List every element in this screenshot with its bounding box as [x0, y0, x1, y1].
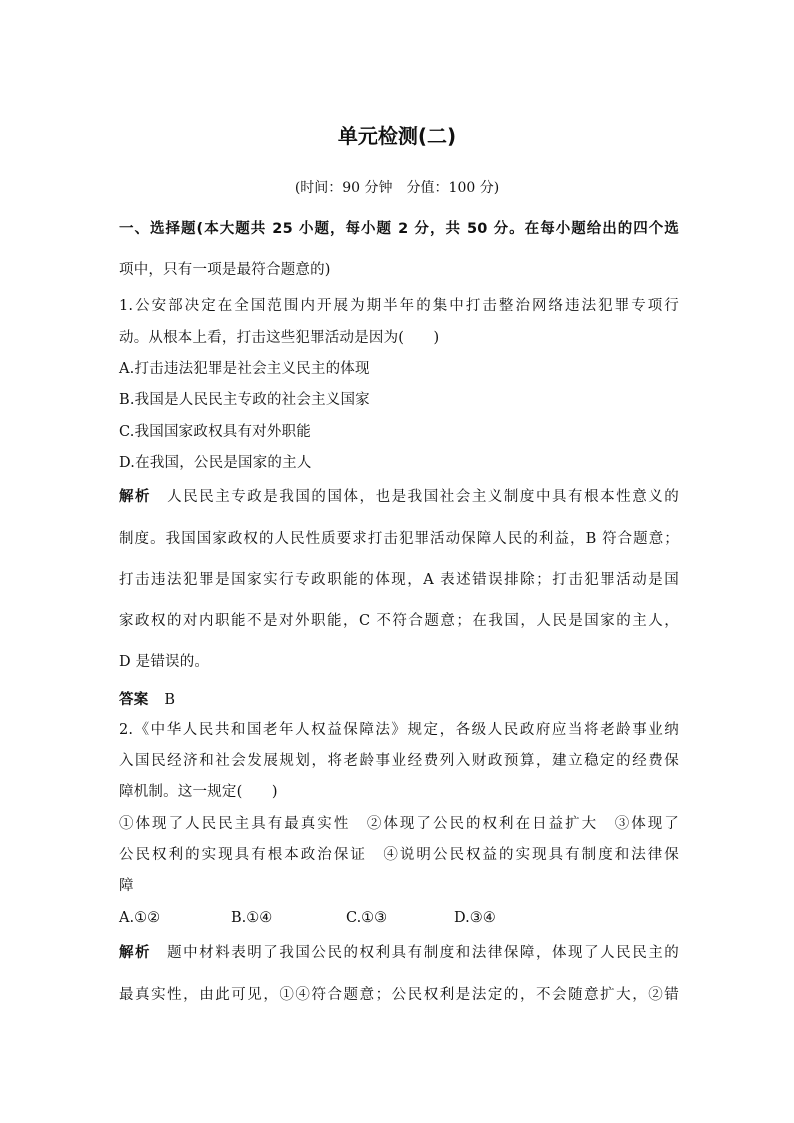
q2-option-c: C.①③ — [346, 910, 388, 926]
q1-analysis-line: D 是错误的。 — [119, 654, 210, 670]
section-heading-cont: 项中，只有一项是最符合题意的) — [119, 262, 331, 278]
answer-value: B — [164, 692, 176, 708]
analysis-label: 解析 — [119, 945, 152, 961]
q2-statements-cont: 公民权利的实现具有根本政治保证 ④说明公民权益的实现具有制度和法律保 — [119, 847, 679, 863]
q1-option-d: D.在我国，公民是国家的主人 — [119, 455, 312, 471]
q2-analysis-line: 最真实性，由此可见，①④符合题意；公民权利是法定的，不会随意扩大，②错 — [119, 987, 679, 1003]
q1-option-b: B.我国是人民民主专政的社会主义国家 — [119, 392, 370, 408]
q1-option-c: C.我国国家政权具有对外职能 — [119, 424, 311, 440]
q2-option-a: A.①② — [119, 910, 161, 926]
answer-label: 答案 — [119, 692, 149, 708]
q2-stem-cont: 入国民经济和社会发展规划，将老龄事业经费列入财政预算，建立稳定的经费保 — [119, 753, 679, 769]
q2-option-d: D.③④ — [454, 910, 496, 926]
section-heading: 一、选择题(本大题共 25 小题，每小题 2 分，共 50 分。在每小题给出的四个选 — [119, 221, 679, 237]
q2-stem-cont: 障机制。这一规定( ) — [119, 784, 278, 800]
exam-time-score: (时间：90 分钟 分值：100 分) — [294, 180, 500, 196]
q1-analysis — [119, 487, 679, 507]
q2-statements: ①体现了人民民主具有最真实性 ②体现了公民的权利在日益扩大 ③体现了 — [119, 816, 679, 832]
q2-statements-cont: 障 — [119, 878, 134, 894]
q2-stem: 2.《中华人民共和国老年人权益保障法》规定，各级人民政府应当将老龄事业纳 — [119, 722, 679, 738]
q2-option-b: B.①④ — [231, 910, 273, 926]
q2-options — [119, 908, 679, 928]
q1-analysis-line: 制度。我国国家政权的人民性质要求打击犯罪活动保障人民的利益，B 符合题意； — [119, 531, 679, 547]
analysis-text: 人民民主专政是我国的国体，也是我国社会主义制度中具有根本性意义的 — [167, 489, 679, 505]
page-title: 单元检测(二) — [337, 124, 457, 148]
q2-analysis — [119, 943, 679, 963]
q1-answer — [119, 690, 679, 710]
q1-stem-cont: 动。从根本上看，打击这些犯罪活动是因为( ) — [119, 330, 440, 346]
analysis-text: 题中材料表明了我国公民的权利具有制度和法律保障，体现了人民民主的 — [167, 945, 679, 961]
q1-analysis-line: 家政权的对内职能不是对外职能，C 不符合题意；在我国，人民是国家的主人， — [119, 613, 679, 629]
q1-analysis-line: 打击违法犯罪是国家实行专政职能的体现，A 表述错误排除；打击犯罪活动是国 — [119, 572, 679, 588]
q1-stem: 1.公安部决定在全国范围内开展为期半年的集中打击整治网络违法犯罪专项行 — [119, 298, 679, 314]
q1-option-a: A.打击违法犯罪是社会主义民主的体现 — [119, 361, 370, 377]
analysis-label: 解析 — [119, 489, 152, 505]
